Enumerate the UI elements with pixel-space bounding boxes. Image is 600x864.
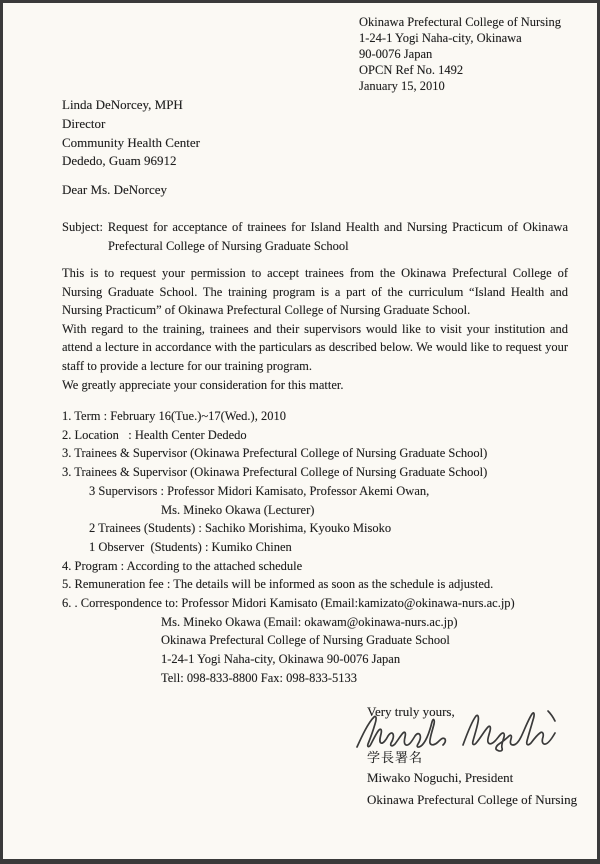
body-paragraph: With regard to the training, trainees and their supervisors would like to visit your institution and attend a lecture in accordance with the particulars as described below. We would like to request your staff to provide a lecture for our training program.: [62, 321, 568, 373]
particulars-supervisors: 3 Supervisors : Professor Midori Kamisato, Professor Akemi Owan,: [89, 483, 430, 498]
body-paragraph: We greatly appreciate your consideration for this matter.: [62, 377, 344, 392]
signer-block: [367, 767, 577, 810]
president-signature-caption-jp: 学長署名: [367, 750, 424, 765]
correspondence-contact-line: 1-24-1 Yogi Naha-city, Okinawa 90-0076 Japan: [161, 652, 401, 667]
correspondence-contact-line: Ms. Mineko Okawa (Email: okawam@okinawa-nurs.ac.jp): [161, 614, 458, 629]
particulars-item-correspondence: 6. . Correspondence to: Professor Midori Kamisato (Email:kamizato@okinawa-nurs.ac.jp): [62, 596, 515, 611]
sender-ref-number: OPCN Ref No. 1492: [359, 62, 464, 77]
subject-label: Subject:: [62, 220, 103, 234]
particulars-list: [62, 407, 582, 688]
valediction: Very truly yours,: [367, 704, 455, 719]
correspondence-contact-line: Tell: 098-833-8800 Fax: 098-833-5133: [161, 670, 357, 685]
salutation: Dear Ms. DeNorcey: [62, 182, 168, 197]
sender-address-line: Okinawa Prefectural College of Nursing: [359, 15, 562, 29]
sender-address-line: 90-0076 Japan: [359, 46, 433, 61]
subject-text: Request for acceptance of trainees for Island Health and Nursing Practicum of Okinawa Prefectural College of Nursing Graduate School: [107, 220, 568, 253]
particulars-trainees: 2 Trainees (Students) : Sachiko Morishima, Kyouko Misoko: [89, 521, 392, 536]
particulars-item-location: 2. Location : Health Center Dededo: [62, 427, 247, 442]
recipient-address-block: [62, 96, 200, 171]
body-paragraph: This is to request your permission to accept trainees from the Okinawa Prefectural College of Nursing Graduate School. The training program is a part of the curriculum “Island Health and Nursing Practicum” of Okinawa Prefectural College of Nursing Graduate School.: [62, 266, 568, 318]
signer-name-title: Miwako Noguchi, President: [367, 770, 514, 785]
recipient-location: Dededo, Guam 96912: [62, 153, 177, 169]
sender-address-block: [359, 15, 561, 95]
particulars-supervisors-continued: Ms. Mineko Okawa (Lecturer): [161, 502, 315, 517]
particulars-item-trainees-supervisor: 3. Trainees & Supervisor (Okinawa Prefectural College of Nursing Graduate School): [62, 465, 488, 480]
correspondence-contact-line: Okinawa Prefectural College of Nursing Graduate School: [161, 633, 450, 648]
particulars-item-trainees-supervisor: 3. Trainees & Supervisor (Okinawa Prefectural College of Nursing Graduate School): [62, 446, 488, 461]
particulars-observer: 1 Observer (Students) : Kumiko Chinen: [89, 539, 292, 554]
subject-line: [62, 218, 568, 256]
recipient-title: Director: [62, 115, 106, 131]
recipient-organization: Community Health Center: [62, 134, 200, 150]
recipient-name: Linda DeNorcey, MPH: [62, 97, 183, 112]
particulars-item-term: 1. Term : February 16(Tue.)~17(Wed.), 2010: [62, 409, 286, 423]
signer-organization: Okinawa Prefectural College of Nursing: [367, 791, 578, 807]
particulars-item-program: 4. Program : According to the attached schedule: [62, 558, 303, 573]
letter-date: January 15, 2010: [359, 78, 445, 93]
sender-address-line: 1-24-1 Yogi Naha-city, Okinawa: [359, 30, 522, 45]
letter-body: [62, 264, 568, 394]
particulars-item-remuneration: 5. Remuneration fee : The details will be informed as soon as the schedule is adjusted.: [62, 577, 494, 592]
